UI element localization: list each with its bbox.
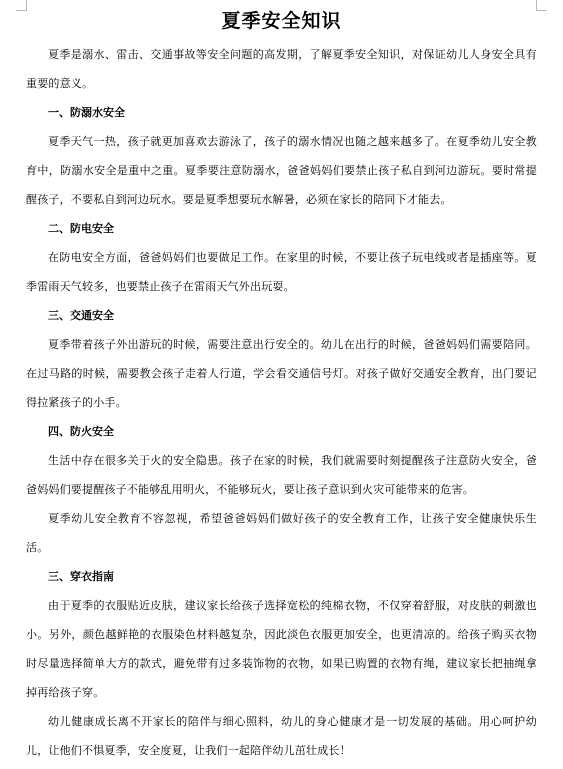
section-paragraph-drowning: 夏季天气一热，孩子就更加喜欢去游泳了，孩子的溺水情况也随之越来越多了。在夏季幼儿安全教育中，防溺水安全是重中之重。夏季要注意防溺水，爸爸妈妈们要禁止孩子私自到河边游玩。要时常提醒孩子，不要私自到河边玩水。要是夏季想要玩水解暑，必须在家长的陪同下才能去。 bbox=[26, 135, 537, 206]
section-heading-electricity: 二、防电安全 bbox=[48, 222, 114, 235]
page-corner-mark-left bbox=[16, 0, 27, 11]
section-paragraph-traffic: 夏季带着孩子外出游玩的时候，需要注意出行安全的。幼儿在出行的时候，爸爸妈妈们需要陪同。在过马路的时候，需要教会孩子走着人行道，学会看交通信号灯。对孩子做好交通安全教育，出门要记得拉紧孩子的小手。 bbox=[26, 338, 537, 409]
page-corner-mark-right bbox=[536, 0, 547, 11]
document-title: 夏季安全知识 bbox=[221, 10, 342, 32]
section-heading-fire: 四、防火安全 bbox=[48, 425, 114, 438]
section-paragraph-fire-summary: 夏季幼儿安全教育不容忽视，希望爸爸妈妈们做好孩子的安全教育工作，让孩子安全健康快乐生活。 bbox=[26, 512, 537, 554]
section-paragraph-electricity: 在防电安全方面，爸爸妈妈们也要做足工作。在家里的时候，不要让孩子玩电线或者是插座等。夏季雷雨天气较多，也要禁止孩子在雷雨天气外出玩耍。 bbox=[26, 251, 537, 293]
intro-paragraph: 夏季是溺水、雷击、交通事故等安全问题的高发期，了解夏季安全知识，对保证幼儿人身安全具有重要的意义。 bbox=[26, 48, 537, 90]
section-heading-traffic: 三、交通安全 bbox=[48, 309, 114, 322]
section-paragraph-fire: 生活中存在很多关于火的安全隐患。孩子在家的时候，我们就需要时刻提醒孩子注意防火安全，爸爸妈妈们要提醒孩子不能够乱用明火，不能够玩火，要让孩子意识到火灾可能带来的危害。 bbox=[26, 454, 537, 496]
section-heading-clothing: 三、穿衣指南 bbox=[48, 570, 114, 583]
section-heading-drowning: 一、防溺水安全 bbox=[48, 106, 125, 119]
section-paragraph-clothing: 由于夏季的衣服贴近皮肤，建议家长给孩子选择宽松的纯棉衣物，不仅穿着舒服，对皮肤的刺激也小。另外，颜色越鲜艳的衣服染色材料越复杂，因此淡色衣服更加安全，也更清凉的。给孩子购买衣物时尽量选择简单大方的款式，避免带有过多装饰物的衣物，如果已购置的衣物有绳，建议家长把抽绳拿掉再给孩子穿。 bbox=[26, 599, 537, 699]
section-paragraph-closing: 幼儿健康成长离不开家长的陪伴与细心照料，幼儿的身心健康才是一切发展的基础。用心呵护幼儿，让他们不惧夏季，安全度夏，让我们一起陪伴幼儿茁壮成长！ bbox=[26, 715, 537, 757]
